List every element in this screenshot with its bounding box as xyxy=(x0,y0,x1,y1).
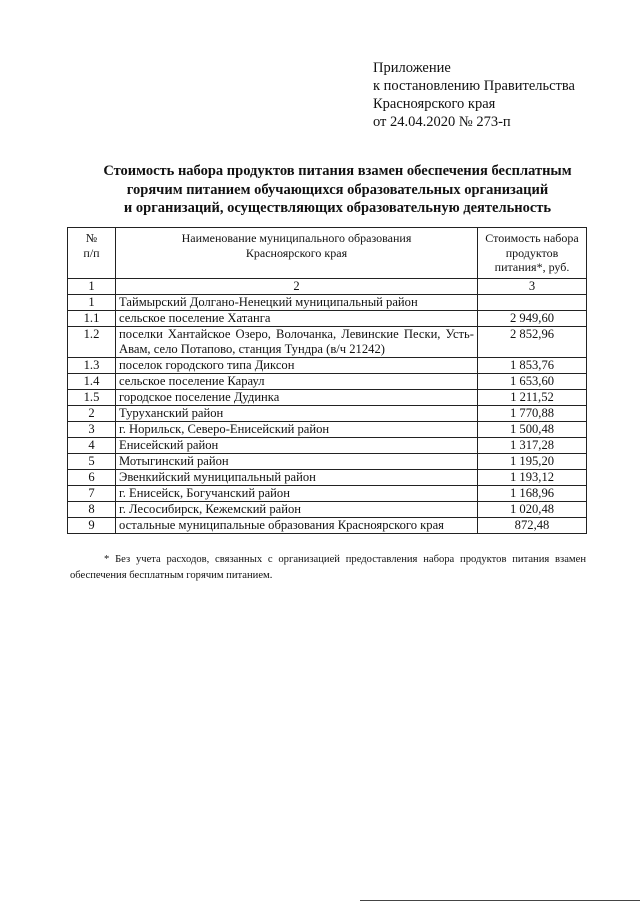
row-number: 1.1 xyxy=(68,310,116,326)
row-cost: 1 195,20 xyxy=(478,453,587,469)
row-number: 1.3 xyxy=(68,357,116,373)
document-title xyxy=(40,162,635,218)
row-number: 2 xyxy=(68,405,116,421)
table-row xyxy=(68,389,587,405)
table-row xyxy=(68,469,587,485)
row-name: Енисейский район xyxy=(116,437,478,453)
title-line: и организаций, осуществляющих образовательную деятельность xyxy=(123,200,552,216)
column-index: 2 xyxy=(116,278,478,294)
table-row xyxy=(68,405,587,421)
row-name: остальные муниципальные образования Красноярского края xyxy=(116,517,478,533)
row-cost: 1 211,52 xyxy=(478,389,587,405)
footnote-text: * Без учета расходов, связанных с организацией предоставления набора продуктов питания взамен обеспечения бесплатным горячим питанием. xyxy=(70,554,586,581)
row-name: сельское поселение Караул xyxy=(116,373,478,389)
row-cost: 2 949,60 xyxy=(478,310,587,326)
row-cost: 2 852,96 xyxy=(478,326,587,357)
row-name: сельское поселение Хатанга xyxy=(116,310,478,326)
table-row xyxy=(68,453,587,469)
title-line: Стоимость набора продуктов питания взамен обеспечения бесплатным xyxy=(103,163,572,179)
row-number: 1.4 xyxy=(68,373,116,389)
appendix-line: Красноярского края xyxy=(373,96,496,112)
appendix-line: к постановлению Правительства xyxy=(373,78,575,94)
row-name: городское поселение Дудинка xyxy=(116,389,478,405)
appendix-date-line: от 24.04.2020 № 273-п xyxy=(373,114,511,130)
row-cost: 872,48 xyxy=(478,517,587,533)
row-number: 1.5 xyxy=(68,389,116,405)
header-cost: Стоимость набора продуктов питания*, руб. xyxy=(478,228,587,279)
cost-table xyxy=(67,227,587,534)
row-cost xyxy=(478,294,587,310)
appendix-line: Приложение xyxy=(373,60,451,76)
row-cost: 1 168,96 xyxy=(478,485,587,501)
table-row xyxy=(68,310,587,326)
row-cost: 1 193,12 xyxy=(478,469,587,485)
header-number: № п/п xyxy=(68,228,116,279)
row-cost: 1 500,48 xyxy=(478,421,587,437)
row-name: г. Лесосибирск, Кежемский район xyxy=(116,501,478,517)
row-name: г. Норильск, Северо-Енисейский район xyxy=(116,421,478,437)
column-index: 3 xyxy=(478,278,587,294)
row-name: Туруханский район xyxy=(116,405,478,421)
row-name: г. Енисейск, Богучанский район xyxy=(116,485,478,501)
row-cost: 1 853,76 xyxy=(478,357,587,373)
table-row xyxy=(68,373,587,389)
row-cost: 1 020,48 xyxy=(478,501,587,517)
row-number: 6 xyxy=(68,469,116,485)
row-name: поселки Хантайское Озеро, Волочанка, Левинские Пески, Усть-Авам, село Потапово, станция Тундра (в/ч 21242) xyxy=(116,326,478,357)
table-row xyxy=(68,485,587,501)
row-name: Мотыгинский район xyxy=(116,453,478,469)
footnote xyxy=(70,552,586,584)
row-name: Таймырский Долгано-Ненецкий муниципальный район xyxy=(116,294,478,310)
row-number: 7 xyxy=(68,485,116,501)
title-line: горячим питанием обучающихся образовательных организаций xyxy=(126,181,549,198)
row-cost: 1 317,28 xyxy=(478,437,587,453)
row-number: 5 xyxy=(68,453,116,469)
table-header-row xyxy=(68,228,587,279)
header-name: Наименование муниципального образования Красноярского края xyxy=(116,228,478,279)
row-number: 1 xyxy=(68,294,116,310)
row-number: 8 xyxy=(68,501,116,517)
row-number: 4 xyxy=(68,437,116,453)
table-row xyxy=(68,357,587,373)
table-row xyxy=(68,421,587,437)
table-row xyxy=(68,437,587,453)
column-index-row xyxy=(68,278,587,294)
row-number: 1.2 xyxy=(68,326,116,357)
row-name: поселок городского типа Диксон xyxy=(116,357,478,373)
appendix-block xyxy=(373,59,575,131)
table-row xyxy=(68,326,587,357)
table-row xyxy=(68,501,587,517)
table-row xyxy=(68,294,587,310)
scan-edge-line xyxy=(360,900,640,901)
row-number: 9 xyxy=(68,517,116,533)
row-name: Эвенкийский муниципальный район xyxy=(116,469,478,485)
column-index: 1 xyxy=(68,278,116,294)
row-number: 3 xyxy=(68,421,116,437)
table-row xyxy=(68,517,587,533)
row-cost: 1 653,60 xyxy=(478,373,587,389)
row-cost: 1 770,88 xyxy=(478,405,587,421)
